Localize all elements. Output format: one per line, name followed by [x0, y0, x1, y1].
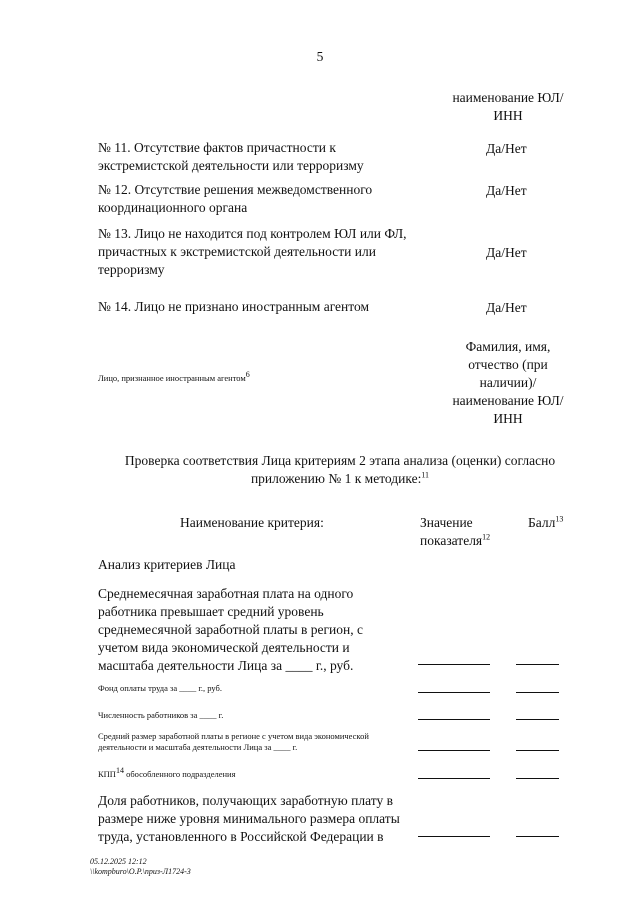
score-line-headcount	[516, 719, 559, 720]
answer-yes-no-12: Да/Нет	[486, 183, 527, 198]
criterion-headcount: Численность работников за ____ г.	[98, 710, 224, 720]
value-line-salary	[418, 664, 490, 665]
score-line-share	[516, 836, 559, 837]
org-inn-label: наименование ЮЛ/ ИНН	[452, 90, 564, 123]
criterion-item-12: № 12. Отсутствие решения межведомственного координационного органа	[98, 182, 373, 215]
criterion-avg-region: Средний размер заработной платы в регионе с учетом вида экономической деятельности и масштаба деятельности Лица за ____ г.	[98, 731, 369, 752]
score-line-payroll	[516, 692, 559, 693]
footnote-11: 11	[421, 470, 430, 480]
value-line-headcount	[418, 719, 490, 720]
footnote-12: 12	[482, 532, 491, 542]
column-criterion: Наименование критерия:	[180, 515, 324, 530]
score-line-avg-region	[516, 750, 559, 751]
footnote-6: 6	[245, 370, 250, 380]
criterion-share: Доля работников, получающих заработную плату в размере ниже уровня минимального размера оплаты труда, установленного в Российской Федерации в	[98, 793, 400, 844]
answer-yes-no-11: Да/Нет	[486, 141, 527, 156]
section-title: Проверка соответствия Лица критериям 2 этапа анализа (оценки) согласно приложению № 1 к методике:$^{11}$	[124, 453, 556, 486]
footnote-13: 13	[555, 514, 564, 524]
value-line-payroll	[418, 692, 490, 693]
criterion-kpp: КПП$^{14}$ обособленного подразделения	[98, 766, 236, 779]
answer-yes-no-13: Да/Нет	[486, 245, 527, 260]
score-line-kpp	[516, 778, 559, 779]
criterion-item-13: № 13. Лицо не находится под контролем ЮЛ или ФЛ, причастных к экстремистской деятельности или терроризму	[98, 226, 407, 277]
footer-path: \\kompburo\О.Р.\приз-Л1724-3	[90, 867, 191, 876]
column-value: Значение показателя$^{12}$	[420, 515, 491, 548]
value-line-kpp	[418, 778, 490, 779]
criterion-payroll: Фонд оплаты труда за ____ г., руб.	[98, 683, 223, 693]
foreign-agent-identity: Фамилия, имя, отчество (при наличии)/ наименование ЮЛ/ ИНН	[452, 339, 564, 426]
criterion-item-14: № 14. Лицо не признано иностранным агентом	[98, 299, 370, 314]
value-line-avg-region	[418, 750, 490, 751]
column-score: Балл$^{13}$	[528, 514, 564, 530]
criterion-item-11: № 11. Отсутствие фактов причастности к экстремистской деятельности или терроризму	[98, 140, 364, 173]
foreign-agent-label: Лицо, признанное иностранным агентом$^6$	[98, 370, 250, 383]
footer-timestamp: 05.12.2025 12:12	[90, 857, 147, 866]
analysis-heading: Анализ критериев Лица	[98, 557, 236, 572]
value-line-share	[418, 836, 490, 837]
criterion-salary: Среднемесячная заработная плата на одного работника превышает средний уровень среднемесячной заработной платы в регион, с учетом вида экономической деятельности и масштаба деятельности Лица за ____ г., руб.	[98, 586, 363, 673]
score-line-salary	[516, 664, 559, 665]
answer-yes-no-14: Да/Нет	[486, 300, 527, 315]
footnote-14: 14	[115, 766, 124, 776]
page-number: 5	[316, 49, 324, 64]
